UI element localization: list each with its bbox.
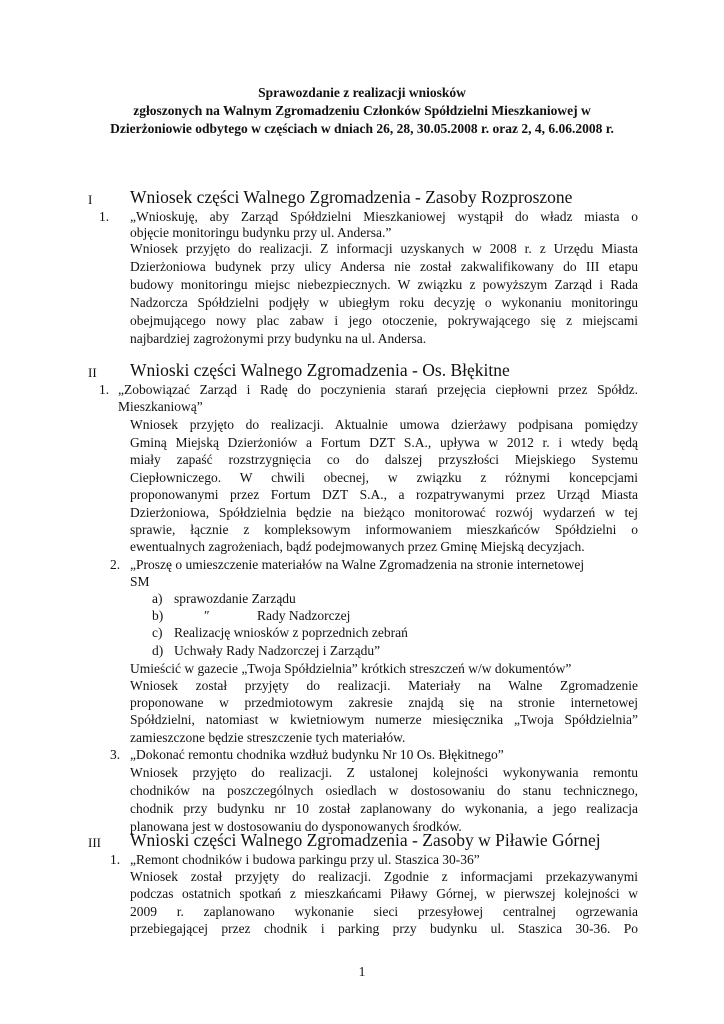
response-line: obejmującego nowy plac zabaw i jego otoczenie, pokrywającego się z miejscami: [130, 313, 638, 328]
response-line: chodnik przy budynku nr 10 został zaplanowany do wykonania, a jego realizacja: [130, 801, 638, 816]
response-line: Nadzorcza Spółdzielni podjęły w ubiegłym roku decyzję o wykonaniu monitoringu: [130, 295, 638, 310]
request-line: SM: [130, 574, 150, 589]
section-title: Wnioski części Walnego Zgromadzenia - Zasoby w Piławie Górnej: [130, 830, 601, 850]
request-line: „Remont chodników i budowa parkingu przy ul. Staszica 30-36”: [130, 852, 480, 867]
section-numeral: I: [88, 192, 93, 207]
response-line: 2009 r. zaplanowano wykonanie sieci przesyłowej centralnej ogrzewania: [130, 904, 638, 919]
subitem-text: Uchwały Rady Nadzorczej i Zarządu”: [174, 643, 381, 658]
response-line: Gminą Miejską Dzierżoniów a Fortum DZT S.A., upływa w 2012 r. i wtedy będą: [130, 435, 638, 450]
response-line: Ciepłowniczego. W chwili obecnej, w związku z różnymi koncepcjami: [130, 470, 638, 485]
subitem-letter: d): [152, 643, 164, 658]
item-number: 1.: [99, 209, 110, 224]
item-number: 3.: [110, 747, 121, 762]
response-line: przebiegającej przez chodnik i parking przy budynku ul. Staszica 30-36. Po: [130, 921, 638, 936]
subitem-letter: c): [152, 625, 163, 640]
item-number: 2.: [110, 557, 121, 572]
response-line: proponowanymi przez Fortum DZT S.A., a rozpatrywanymi przez Urząd Miasta: [130, 487, 638, 502]
response-line: chodników na poszczególnych osiedlach w dostosowaniu do stanu technicznego,: [130, 783, 638, 798]
subitem-letter: a): [152, 591, 163, 606]
request-line: objęcie monitoringu budynku przy ul. Andersa.”: [130, 225, 392, 240]
request-line: „Zobowiązać Zarząd i Radę do poczynienia starań przejęcia ciepłowni przez Spółdz.: [118, 382, 638, 397]
response-line: ewentualnych zagrożeniach, bądź podejmowanych przez Gminę Miejską decyzjach.: [130, 539, 585, 554]
response-line: Wniosek przyjęto do realizacji. Aktualnie umowa dzierżawy podpisana pomiędzy: [130, 417, 638, 432]
response-line: Wniosek został przyjęty do realizacji. Zgodnie z informacjami przekazywanymi: [130, 869, 638, 884]
request-line: „Dokonać remontu chodnika wzdłuż budynku Nr 10 Os. Błękitnego”: [130, 747, 504, 762]
section-numeral: II: [88, 365, 97, 380]
ditto-mark: ″: [204, 608, 210, 623]
response-line: budowy monitoringu miejsc niebezpiecznych. W związku z powyższym Zarząd i Rada: [130, 277, 638, 292]
response-line: podczas ostatnich spotkań z mieszkańcami Piławy Górnej, w pierwszej kolejności w: [130, 886, 638, 901]
section-title: Wniosek części Walnego Zgromadzenia - Zasoby Rozproszone: [130, 187, 573, 207]
response-line: Spółdzielni, natomiast w kwietniowym numerze miesięcznika „Twoja Spółdzielnia”: [130, 712, 638, 727]
response-line: proponowane w przedmiotowym zakresie znajdą się na stronie internetowej: [130, 695, 638, 710]
request-line: „Wnioskuję, aby Zarząd Spółdzielni Mieszkaniowej wystąpił do władz miasta o: [130, 209, 638, 224]
section-numeral: III: [88, 835, 101, 850]
request-extra-line: Umieścić w gazecie „Twoja Spółdzielnia” krótkich streszczeń w/w dokumentów”: [130, 661, 572, 676]
document-header: [60, 84, 664, 138]
subitem-text: Rady Nadzorczej: [257, 608, 351, 623]
response-line: planowana jest w dostosowaniu do dysponowanych środków.: [130, 819, 462, 834]
header-line-3: Dzierżoniowie odbytego w częściach w dniach 26, 28, 30.05.2008 r. oraz 2, 4, 6.06.2008 r.: [110, 121, 614, 136]
response-line: Wniosek przyjęto do realizacji. Z informacji uzyskanych w 2008 r. z Urzędu Miasta: [130, 241, 638, 256]
request-line: Mieszkaniową”: [118, 399, 203, 414]
response-line: najbardziej zagrożonymi przy budynku na ul. Andersa.: [130, 331, 427, 346]
response-line: Wniosek został przyjęty do realizacji. Materiały na Walne Zgromadzenie: [130, 678, 638, 693]
page-number: 1: [358, 964, 366, 979]
response-line: Dzierżoniowa, Spółdzielnia będzie na bieżąco monitorować rozwój wydarzeń w tej: [130, 505, 638, 520]
response-line: miały zapaść rozstrzygnięcia co do dalszej przyszłości Miejskiego Systemu: [130, 452, 638, 467]
response-line: Dzierżoniowa budynek przy ulicy Andersa nie został zakwalifikowany do III etapu: [130, 259, 638, 274]
request-line: „Proszę o umieszczenie materiałów na Walne Zgromadzenia na stronie internetowej: [130, 557, 585, 572]
subitem-letter: b): [152, 608, 164, 623]
section-title: Wnioski części Walnego Zgromadzenia - Os. Błękitne: [130, 360, 510, 380]
item-number: 1.: [110, 852, 121, 867]
header-line-1: Sprawozdanie z realizacji wniosków: [258, 85, 466, 100]
item-number: 1.: [99, 382, 110, 397]
response-line: sprawie, łącznie z kompleksowym informowaniem mieszkańców Spółdzielni o: [130, 522, 638, 537]
header-line-2: zgłoszonych na Walnym Zgromadzeniu Członków Spółdzielni Mieszkaniowej w: [133, 103, 591, 118]
response-line: zamieszczone będzie streszczenie tych materiałów.: [130, 730, 406, 745]
subitem-text: sprawozdanie Zarządu: [174, 591, 296, 606]
subitem-text: Realizację wniosków z poprzednich zebrań: [174, 625, 408, 640]
response-line: Wniosek przyjęto do realizacji. Z ustalonej kolejności wykonywania remontu: [130, 765, 638, 780]
